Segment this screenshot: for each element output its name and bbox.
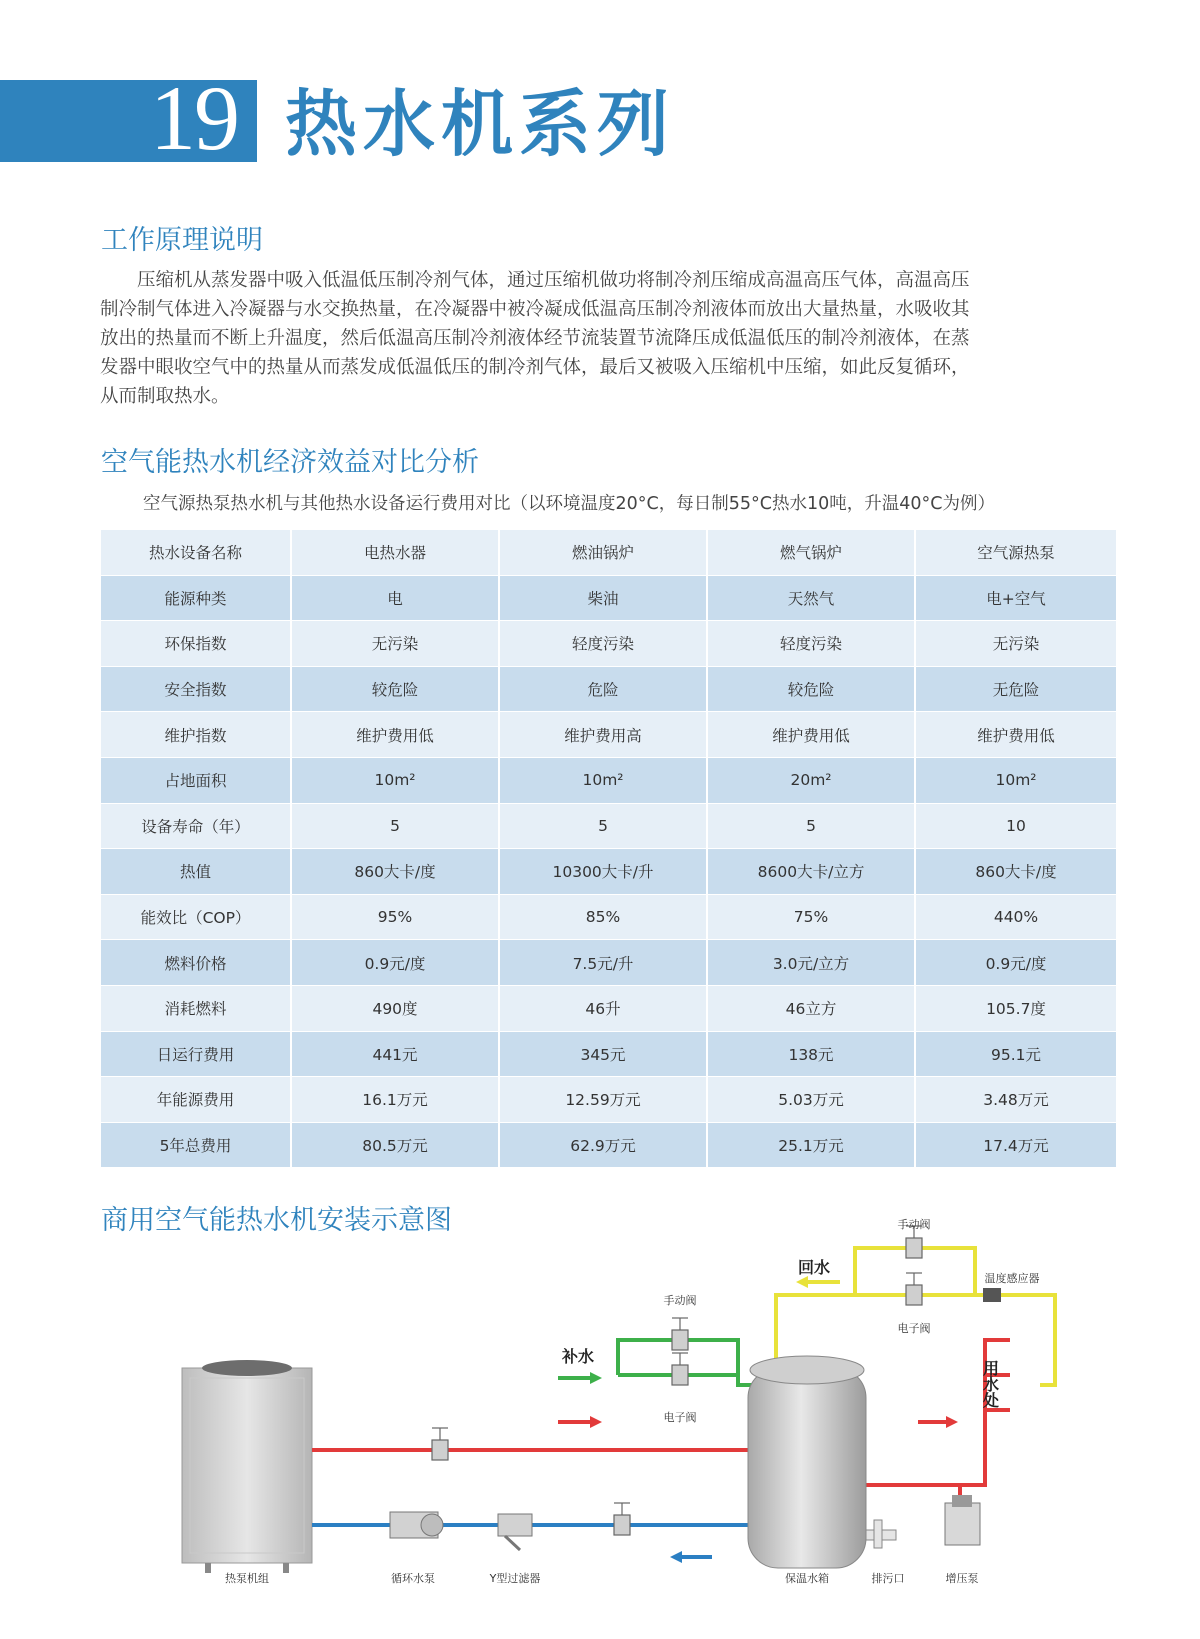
table-cell: 5.03万元 xyxy=(708,1077,914,1123)
table-cell: 较危险 xyxy=(292,667,498,713)
table-cell: 5 xyxy=(500,804,706,850)
table-cell: 25.1万元 xyxy=(708,1123,914,1169)
table-row xyxy=(101,940,1116,986)
row-header-cell: 设备寿命（年） xyxy=(101,804,290,850)
table-cell: 无污染 xyxy=(916,621,1116,667)
table-row xyxy=(101,1032,1116,1078)
table-cell: 860大卡/度 xyxy=(916,849,1116,895)
row-header-cell: 日运行费用 xyxy=(101,1032,290,1078)
table-cell: 860大卡/度 xyxy=(292,849,498,895)
principle-line: 压缩机从蒸发器中吸入低温低压制冷剂气体，通过压缩机做功将制冷剂压缩成高温高压气体，高温高压 xyxy=(100,270,970,291)
heat-pump-unit xyxy=(182,1360,312,1573)
table-cell: 维护费用低 xyxy=(916,712,1116,758)
comparison-table xyxy=(99,530,1118,1168)
table-row xyxy=(101,621,1116,667)
table-cell: 62.9万元 xyxy=(500,1123,706,1169)
table-cell: 10300大卡/升 xyxy=(500,849,706,895)
y-filter-icon xyxy=(498,1514,532,1550)
table-cell: 维护费用低 xyxy=(708,712,914,758)
table-cell: 138元 xyxy=(708,1032,914,1078)
drain-icon xyxy=(866,1520,896,1548)
tank-label: 保温水箱 xyxy=(785,1572,829,1585)
table-cell: 电+空气 xyxy=(916,576,1116,622)
table-cell: 柴油 xyxy=(500,576,706,622)
table-cell: 7.5元/升 xyxy=(500,940,706,986)
table-cell: 危险 xyxy=(500,667,706,713)
hot-water-pipe xyxy=(312,1340,1010,1503)
table-cell: 较危险 xyxy=(708,667,914,713)
table-row xyxy=(101,530,1116,576)
manual-valve-label: 手动阀 xyxy=(897,1218,931,1231)
principle-paragraph xyxy=(100,266,1115,411)
table-cell: 0.9元/度 xyxy=(916,940,1116,986)
row-header-cell: 占地面积 xyxy=(101,758,290,804)
row-header-cell: 维护指数 xyxy=(101,712,290,758)
principle-line: 从而制取热水。 xyxy=(100,386,230,407)
table-cell: 80.5万元 xyxy=(292,1123,498,1169)
row-header-cell: 5年总费用 xyxy=(101,1123,290,1169)
manual-valve-label: 手动阀 xyxy=(663,1294,697,1307)
drain-label: 排污口 xyxy=(871,1572,905,1585)
sensor-label: 温度感应器 xyxy=(984,1272,1040,1285)
row-header-cell: 能源种类 xyxy=(101,576,290,622)
booster-label: 增压泵 xyxy=(945,1572,979,1585)
table-cell: 维护费用低 xyxy=(292,712,498,758)
return-label: 回水 xyxy=(798,1258,831,1277)
table-cell: 10m² xyxy=(916,758,1116,804)
pump-label: 循环水泵 xyxy=(391,1572,435,1585)
use-point-label: 用水处 xyxy=(980,1360,1000,1408)
table-cell: 20m² xyxy=(708,758,914,804)
table-cell: 5 xyxy=(708,804,914,850)
table-cell: 95% xyxy=(292,895,498,941)
page-title: 热水机系列 xyxy=(285,82,676,166)
table-cell: 105.7度 xyxy=(916,986,1116,1032)
table-cell: 3.48万元 xyxy=(916,1077,1116,1123)
filter-label: Y型过滤器 xyxy=(489,1572,541,1585)
solenoid-valve-label: 电子阀 xyxy=(897,1322,931,1335)
table-cell: 490度 xyxy=(292,986,498,1032)
table-row xyxy=(101,1077,1116,1123)
table-cell: 440% xyxy=(916,895,1116,941)
table-cell: 8600大卡/立方 xyxy=(708,849,914,895)
table-cell: 441元 xyxy=(292,1032,498,1078)
table-cell: 16.1万元 xyxy=(292,1077,498,1123)
table-cell: 天然气 xyxy=(708,576,914,622)
storage-tank xyxy=(748,1356,866,1568)
table-cell: 无危险 xyxy=(916,667,1116,713)
principle-line: 制冷制气体进入冷凝器与水交换热量，在冷凝器中被冷凝成低温高压制冷剂液体而放出大量热量，水吸收其 xyxy=(100,299,970,320)
table-row xyxy=(101,986,1116,1032)
table-row xyxy=(101,849,1116,895)
table-row xyxy=(101,1123,1116,1169)
table-cell: 10m² xyxy=(292,758,498,804)
install-diagram xyxy=(0,1200,1200,1620)
row-header-cell: 热水设备名称 xyxy=(101,530,290,576)
table-cell: 电热水器 xyxy=(292,530,498,576)
table-cell: 0.9元/度 xyxy=(292,940,498,986)
table-cell: 46升 xyxy=(500,986,706,1032)
temperature-sensor-icon xyxy=(983,1288,1001,1302)
table-row xyxy=(101,712,1116,758)
chapter-number: 19 xyxy=(150,67,238,169)
comparison-caption: 空气源热泵热水机与其他热水设备运行费用对比（以环境温度20°C，每日制55°C热水10吨，升温40°C为例） xyxy=(143,494,995,514)
install-heading: 商用空气能热水机安装示意图 xyxy=(101,1205,452,1236)
booster-pump-icon xyxy=(945,1495,980,1545)
table-cell: 95.1元 xyxy=(916,1032,1116,1078)
makeup-label: 补水 xyxy=(562,1347,595,1366)
table-cell: 无污染 xyxy=(292,621,498,667)
principle-line: 发器中眼收空气中的热量从而蒸发成低温低压的制冷剂气体，最后又被吸入压缩机中压缩，如此反复循环， xyxy=(100,357,970,378)
row-header-cell: 热值 xyxy=(101,849,290,895)
row-header-cell: 燃料价格 xyxy=(101,940,290,986)
table-cell: 轻度污染 xyxy=(500,621,706,667)
table-cell: 85% xyxy=(500,895,706,941)
principle-heading: 工作原理说明 xyxy=(101,225,263,256)
table-cell: 10m² xyxy=(500,758,706,804)
table-cell: 75% xyxy=(708,895,914,941)
table-cell: 燃油锅炉 xyxy=(500,530,706,576)
table-row xyxy=(101,667,1116,713)
table-cell: 46立方 xyxy=(708,986,914,1032)
table-cell: 3.0元/立方 xyxy=(708,940,914,986)
table-cell: 电 xyxy=(292,576,498,622)
heat-pump-label: 热泵机组 xyxy=(225,1572,269,1585)
table-cell: 12.59万元 xyxy=(500,1077,706,1123)
table-row xyxy=(101,576,1116,622)
table-cell: 燃气锅炉 xyxy=(708,530,914,576)
table-cell: 345元 xyxy=(500,1032,706,1078)
table-row xyxy=(101,758,1116,804)
table-cell: 轻度污染 xyxy=(708,621,914,667)
table-cell: 空气源热泵 xyxy=(916,530,1116,576)
solenoid-valve-label: 电子阀 xyxy=(663,1411,697,1424)
table-row xyxy=(101,804,1116,850)
row-header-cell: 能效比（COP） xyxy=(101,895,290,941)
table-cell: 5 xyxy=(292,804,498,850)
table-row xyxy=(101,895,1116,941)
row-header-cell: 安全指数 xyxy=(101,667,290,713)
table-cell: 10 xyxy=(916,804,1116,850)
row-header-cell: 年能源费用 xyxy=(101,1077,290,1123)
makeup-water-pipe xyxy=(618,1340,760,1385)
row-header-cell: 消耗燃料 xyxy=(101,986,290,1032)
comparison-heading: 空气能热水机经济效益对比分析 xyxy=(101,447,479,478)
principle-line: 放出的热量而不断上升温度，然后低温高压制冷剂液体经节流装置节流降压成低温低压的制冷剂液体，在蒸 xyxy=(100,328,970,349)
circulation-pump-icon xyxy=(390,1512,443,1538)
row-header-cell: 环保指数 xyxy=(101,621,290,667)
table-cell: 维护费用高 xyxy=(500,712,706,758)
table-cell: 17.4万元 xyxy=(916,1123,1116,1169)
